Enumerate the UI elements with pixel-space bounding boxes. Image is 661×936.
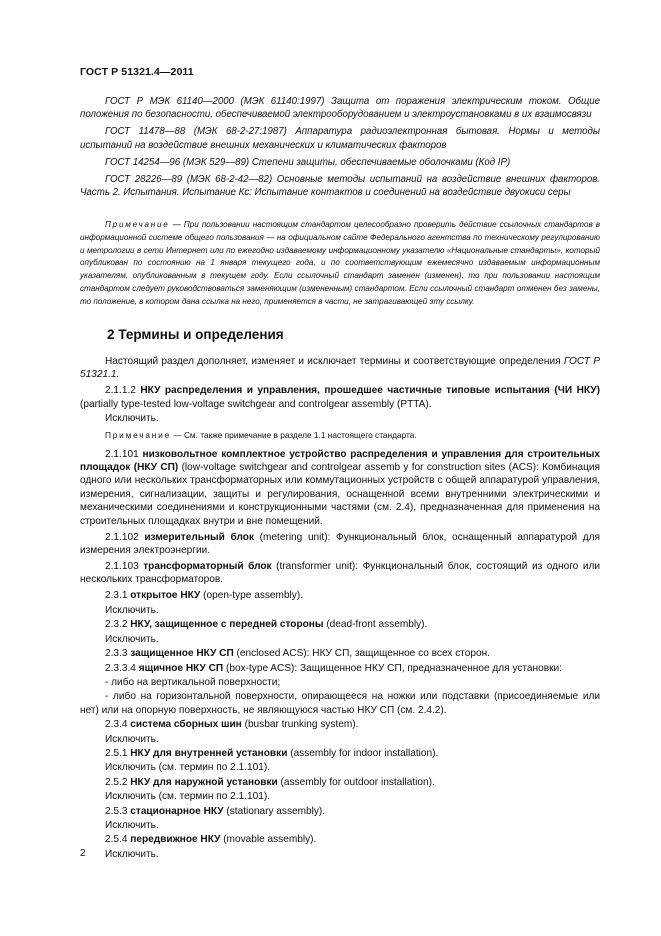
exclude-text: Исключить. bbox=[105, 848, 159, 860]
term-definition: (dead-front assembly). bbox=[323, 619, 428, 631]
reference-item: ГОСТ 14254—96 (МЭК 529—89) Степени защиты, обеспечиваемые оболочками (Код IP) bbox=[105, 156, 511, 168]
term-2-5-2 bbox=[80, 776, 600, 789]
term-name: стационарное НКУ bbox=[130, 805, 224, 817]
term-number: 2.3.1 bbox=[105, 590, 131, 602]
term-definition: (partially type-tested low-voltage switchgear and controlgear assembly (PTTA). bbox=[80, 398, 432, 410]
term-name: открытое НКУ bbox=[130, 590, 201, 602]
term-number: 2.3.4 bbox=[105, 719, 131, 731]
intro-paragraph bbox=[80, 355, 600, 382]
term-name: трансформаторный блок bbox=[143, 561, 272, 573]
normative-references bbox=[80, 95, 600, 203]
term-2-1-103 bbox=[80, 560, 600, 587]
term-number: 2.3.2 bbox=[105, 619, 131, 631]
term-name: ящичное НКУ СП bbox=[138, 662, 224, 674]
exclude-text: Исключить. bbox=[105, 633, 159, 645]
term-definition: (assembly for indoor installation). bbox=[287, 747, 439, 759]
intro-text: Настоящий раздел дополняет, изменяет и исключает термины и соответствующие определения bbox=[105, 356, 564, 367]
term-name: НКУ, защищенное с передней стороны bbox=[130, 619, 324, 631]
exclude-ref-text: Исключить (см. термин по 2.1.101). bbox=[105, 762, 271, 774]
list-item: - либо на вертикальной поверхности; bbox=[105, 676, 281, 688]
term-number: 2.3.3.4 bbox=[105, 662, 139, 674]
term-2-3-3-4 bbox=[80, 662, 600, 675]
term-number: 2.1.101 bbox=[105, 448, 143, 460]
exclude-text: Исключить. bbox=[105, 604, 159, 616]
note-label: Примечание bbox=[105, 220, 170, 229]
reference-item: ГОСТ Р МЭК 61140—2000 (МЭК 61140:1997) Защита от поражения электрическим током. Общие положения по безопасности, обеспечиваемой электрооборудованием и электроустановками в их взаимосвязи bbox=[80, 96, 600, 121]
term-name: НКУ для внутренней установки bbox=[130, 747, 288, 759]
references-note bbox=[80, 219, 600, 309]
section-title: 2 Термины и определения bbox=[107, 327, 284, 342]
term-definition: (open-type assembly). bbox=[200, 590, 304, 602]
intro-ref: ГОСТ Р 51321.1. bbox=[80, 356, 600, 381]
term-number: 2.5.3 bbox=[105, 805, 131, 817]
term-2-1-1-2 bbox=[80, 384, 600, 411]
term-2-1-101 bbox=[80, 448, 600, 528]
term-name: защищенное НКУ СП bbox=[130, 648, 234, 660]
term-definition: (busbar trunking system). bbox=[241, 719, 359, 731]
page-number: 2 bbox=[80, 848, 86, 859]
term-definition: (enclosed ACS): НКУ СП, защищенное со всех сторон. bbox=[233, 648, 490, 660]
term-definition: (transformer unit): Функциональный блок, состоящий из одного или нескольких трансформаторов. bbox=[80, 561, 600, 586]
term-number: 2.5.4 bbox=[105, 834, 131, 846]
term-2-3-3 bbox=[80, 647, 600, 660]
note-text: — См. также примечание в разделе 1.1 настоящего стандарта. bbox=[171, 429, 417, 440]
term-2-1-102 bbox=[80, 531, 600, 558]
term-name: измерительный блок bbox=[144, 531, 254, 543]
term-definition: (low-voltage switchgear and controlgear assemb y for construction sites (ACS): Комбинация одного или нескольких трансформаторных или коммутационных устройств с общей аппаратурой управления, измерения, сигнализации, защиты и регулирования, оснащенной всеми внутренними электрическими и механическими соединениями и конструкционными частями (см. 2.4), предназначенная для применения на строительных площадках внутри и вне помещений. bbox=[80, 462, 600, 527]
note-text: — При пользовании настоящим стандартом целесообразно проверить действие ссылочных стандартов в информационной системе общего пользования — на официальном сайте Федерального агентства по техническому регулированию и метрологии в сети Интернет или по ежегодно издаваемому информационному указателю «Национальные стандарты», который опубликован по состоянию на 1 января текущего года, и по соответствующим ежемесячно издаваемым информационным указателям, опубликованным в текущем году. Если ссылочный стандарт заменен (изменен), то при пользовании настоящим стандартом следует руководствоваться заменяющим (измененным) стандартом. Если ссылочный стандарт отменен без замены, то положение, в котором дана ссылка на него, применяется в части, не затрагивающей эту ссылку. bbox=[80, 220, 600, 306]
term-definition: (assembly for outdoor installation). bbox=[277, 776, 435, 788]
terms-body bbox=[80, 355, 600, 862]
term-definition: (box-type ACS): Защищенное НКУ СП, предназначенное для установки: bbox=[223, 662, 562, 674]
term-name: передвижное НКУ bbox=[130, 834, 221, 846]
exclude-ref-text: Исключить (см. термин по 2.1.101). bbox=[105, 791, 271, 803]
term-2-5-1 bbox=[80, 747, 600, 760]
term-number: 2.5.2 bbox=[105, 776, 131, 788]
exclude-text: Исключить. bbox=[105, 413, 159, 425]
term-name: система сборных шин bbox=[130, 719, 242, 731]
term-2-3-2 bbox=[80, 618, 600, 631]
note-label: Примечание bbox=[105, 429, 172, 440]
term-note bbox=[80, 429, 600, 442]
term-definition: (metering unit): Функциональный блок, оснащенный аппаратурой для измерения электроэнергии. bbox=[80, 531, 600, 557]
term-definition: (movable assembly). bbox=[220, 834, 317, 846]
term-2-5-4 bbox=[80, 833, 600, 846]
term-number: 2.5.1 bbox=[105, 747, 131, 759]
list-item: - либо на горизонтальной поверхности, опирающееся на ножки или подставки (присоединяемые или нет) или на опорную поверхность, не являющуюся частью НКУ СП (см. 2.4.2). bbox=[80, 691, 600, 716]
term-number: 2.1.102 bbox=[105, 531, 145, 543]
term-2-3-4 bbox=[80, 718, 600, 731]
document-header: ГОСТ Р 51321.4—2011 bbox=[80, 66, 194, 78]
term-number: 2.3.3 bbox=[105, 648, 131, 660]
term-name: низковольтное комплектное устройство распределения и управления для строительных площадок (НКУ СП) bbox=[80, 448, 600, 474]
term-number: 2.1.103 bbox=[105, 561, 144, 573]
term-2-3-1 bbox=[80, 589, 600, 602]
exclude-text: Исключить. bbox=[105, 819, 159, 831]
exclude-text: Исключить. bbox=[105, 733, 159, 745]
term-name: НКУ распределения и управления, прошедшее частичные типовые испытания (ЧИ НКУ) bbox=[140, 385, 600, 397]
term-2-5-3 bbox=[80, 805, 600, 818]
term-definition: (stationary assembly). bbox=[223, 805, 326, 817]
reference-item: ГОСТ 11478—88 (МЭК 68-2-27:1987) Аппаратура радиоэлектронная бытовая. Нормы и методы испытаний на воздействие внешних механических и климатических факторов bbox=[80, 126, 600, 151]
term-number: 2.1.1.2 bbox=[105, 385, 141, 397]
term-name: НКУ для наружной установки bbox=[130, 776, 278, 788]
reference-item: ГОСТ 28226—89 (МЭК 68-2-42—82) Основные методы испытаний на воздействие внешних факторов. Часть 2. Испытания. Испытание Кс: Испытание контактов и соединений на воздействие двуокиси серы bbox=[80, 174, 600, 199]
